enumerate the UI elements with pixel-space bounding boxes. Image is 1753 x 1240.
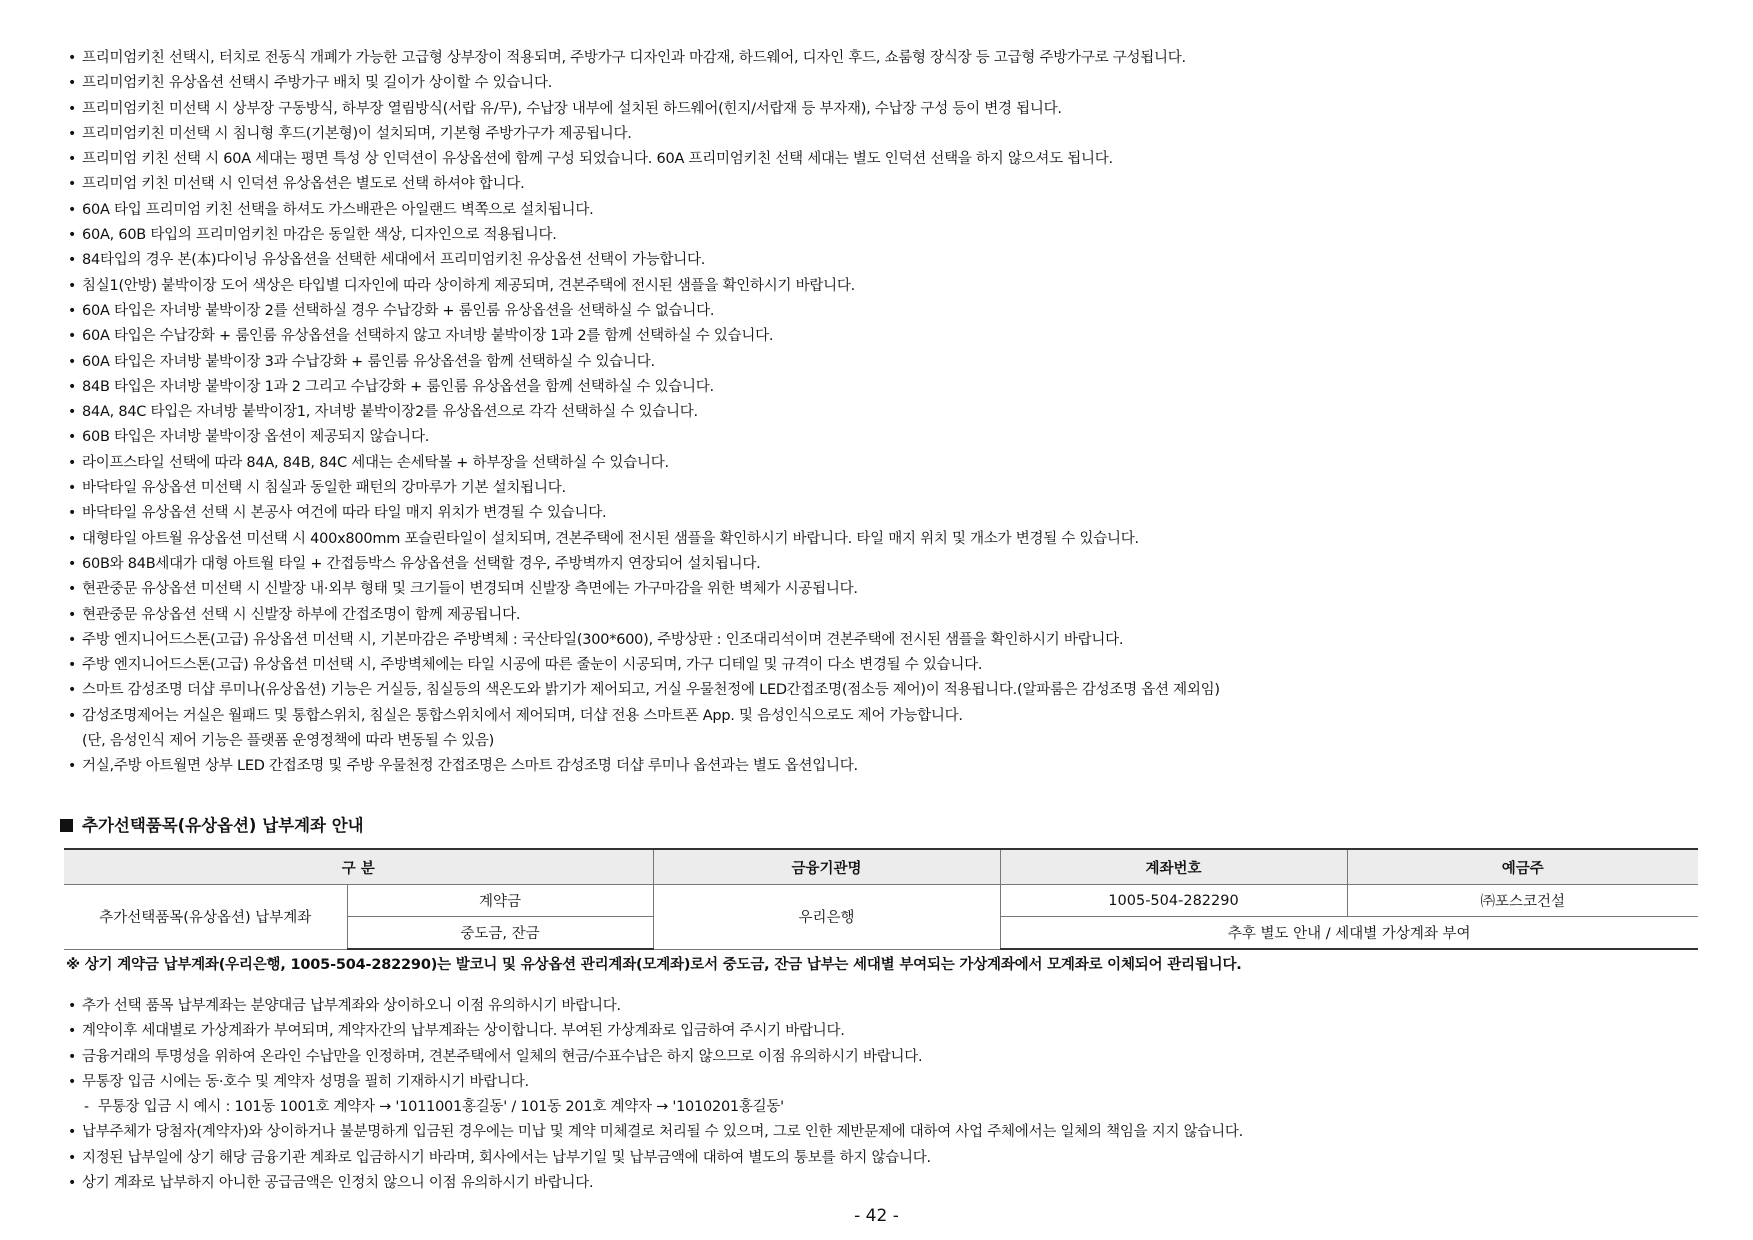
- list-item: • 프리미엄키친 선택시, 터치로 전동식 개폐가 가능한 고급형 상부장이 적용되며, 주방가구 디자인과 마감재, 하드웨어, 디자인 후드, 쇼룸형 장식장 등 고급형 주방가구로 구성됩니다.: [66, 46, 1706, 71]
- list-item: • 바닥타일 유상옵션 선택 시 본공사 여건에 따라 타일 매지 위치가 변경될 수 있습니다.: [66, 501, 1706, 526]
- list-item: • 침실1(안방) 붙박이장 도어 색상은 타입별 디자인에 따라 상이하게 제공되며, 견본주택에 전시된 샘플을 확인하시기 바랍니다.: [66, 274, 1706, 299]
- list-item: • 프리미엄 키친 미선택 시 인덕션 유상옵션은 별도로 선택 하셔야 합니다.: [66, 172, 1706, 197]
- cell-account-note: 추후 별도 안내 / 세대별 가상계좌 부여: [1000, 917, 1698, 950]
- cell-account-number: 1005-504-282290: [1000, 885, 1347, 917]
- page-number: - 42 -: [854, 1206, 899, 1226]
- section-title-text: 추가선택품목(유상옵션) 납부계좌 안내: [82, 816, 364, 835]
- list-item: • 라이프스타일 선택에 따라 84A, 84B, 84C 세대는 손세탁볼 + 하부장을 선택하실 수 있습니다.: [66, 451, 1706, 476]
- list-item: • 주방 엔지니어드스톤(고급) 유상옵션 미선택 시, 주방벽체에는 타일 시공에 따른 줄눈이 시공되며, 가구 디테일 및 규격이 다소 변경될 수 있습니다.: [66, 653, 1706, 678]
- list-item-continuation: (단, 음성인식 제어 기능은 플랫폼 운영정책에 따라 변동될 수 있음): [82, 733, 495, 750]
- list-item: • 60A 타입은 수납강화 + 룸인룸 유상옵션을 선택하지 않고 자녀방 붙박이장 1과 2를 함께 선택하실 수 있습니다.: [66, 324, 1706, 349]
- cell-account-holder: ㈜포스코건설: [1347, 885, 1698, 917]
- header-bank: 금융기관명: [653, 849, 1000, 885]
- list-item: • 주방 엔지니어드스톤(고급) 유상옵션 미선택 시, 기본마감은 주방벽체 : 국산타일(300*600), 주방상판 : 인조대리석이며 견본주택에 전시된 샘플을 확인하시기 바랍니다.: [66, 628, 1706, 653]
- table-footnote: ※ 상기 계약금 납부계좌(우리은행, 1005-504-282290)는 발코니 및 유상옵션 관리계좌(모계좌)로서 중도금, 잔금 납부는 세대별 부여되는 가상계좌에서 모계좌로 이체되어 관리됩니다.: [66, 957, 1242, 973]
- list-item: • 금융거래의 투명성을 위하여 온라인 수납만을 인정하며, 견본주택에서 일체의 현금/수표수납은 하지 않으므로 이점 유의하시기 바랍니다.: [66, 1045, 1706, 1070]
- list-item: • 무통장 입금 시에는 동·호수 및 계약자 성명을 필히 기재하시기 바랍니다.: [66, 1070, 1706, 1095]
- list-item: • 현관중문 유상옵션 선택 시 신발장 하부에 간접조명이 함께 제공됩니다.: [66, 603, 1706, 628]
- list-item: • 84타입의 경우 본(本)다이닝 유상옵션을 선택한 세대에서 프리미엄키친 유상옵션 선택이 가능합니다.: [66, 248, 1706, 273]
- header-category: 구 분: [64, 849, 653, 885]
- list-item: • 프리미엄 키친 선택 시 60A 세대는 평면 특성 상 인덕션이 유상옵션에 함께 구성 되었습니다. 60A 프리미엄키친 선택 세대는 별도 인덕션 선택을 하지 않으셔도 됩니다.: [66, 147, 1706, 172]
- cell-bank: 우리은행: [653, 885, 1000, 950]
- list-item: • 지정된 납부일에 상기 해당 금융기관 계좌로 입금하시기 바라며, 회사에서는 납부기일 및 납부금액에 대하여 별도의 통보를 하지 않습니다.: [66, 1146, 1706, 1171]
- list-item-example: - 무통장 입금 시 예시 : 101동 1001호 계약자 → '1011001홍길동' / 101동 201호 계약자 → '1010201홍길동': [66, 1095, 1706, 1120]
- list-item: • 프리미엄키친 미선택 시 침니형 후드(기본형)이 설치되며, 기본형 주방가구가 제공됩니다.: [66, 122, 1706, 147]
- header-account-holder: 예금주: [1347, 849, 1698, 885]
- payment-notes-list: [66, 994, 1706, 1196]
- list-item: • 납부주체가 당첨자(계약자)와 상이하거나 불분명하게 입금된 경우에는 미납 및 계약 미체결로 처리될 수 있으며, 그로 인한 제반문제에 대하여 사업 주체에서는 일체의 책임을 지지 않습니다.: [66, 1120, 1706, 1145]
- list-item: • 84B 타입은 자녀방 붙박이장 1과 2 그리고 수납강화 + 룸인룸 유상옵션을 함께 선택하실 수 있습니다.: [66, 375, 1706, 400]
- table-header-row: [64, 849, 1698, 885]
- cell-item: 중도금, 잔금: [347, 917, 653, 950]
- list-item: • 60A 타입은 자녀방 붙박이장 3과 수납강화 + 룸인룸 유상옵션을 함께 선택하실 수 있습니다.: [66, 350, 1706, 375]
- list-item: • 프리미엄키친 미선택 시 상부장 구동방식, 하부장 열림방식(서랍 유/무), 수납장 내부에 설치된 하드웨어(힌지/서랍재 등 부자재), 수납장 구성 등이 변경 됩니다.: [66, 97, 1706, 122]
- square-bullet-icon: [60, 819, 73, 832]
- list-item: • 상기 계좌로 납부하지 아니한 공급금액은 인정치 않으니 이점 유의하시기 바랍니다.: [66, 1171, 1706, 1196]
- list-item: • 바닥타일 유상옵션 미선택 시 침실과 동일한 패턴의 강마루가 기본 설치됩니다.: [66, 476, 1706, 501]
- list-item: • 스마트 감성조명 더샵 루미나(유상옵션) 기능은 거실등, 침실등의 색온도와 밝기가 제어되고, 거실 우물천정에 LED간접조명(점소등 제어)이 적용됩니다.(알파룸은 감성조명 옵션 제외임): [66, 678, 1706, 703]
- list-item: • 거실,주방 아트월면 상부 LED 간접조명 및 주방 우물천정 간접조명은 스마트 감성조명 더샵 루미나 옵션과는 별도 옵션입니다.: [66, 754, 1706, 779]
- section-heading: [60, 812, 364, 836]
- list-item: • 추가 선택 품목 납부계좌는 분양대금 납부계좌와 상이하오니 이점 유의하시기 바랍니다.: [66, 994, 1706, 1019]
- list-item: • 84A, 84C 타입은 자녀방 붙박이장1, 자녀방 붙박이장2를 유상옵션으로 각각 선택하실 수 있습니다.: [66, 400, 1706, 425]
- list-item: • 계약이후 세대별로 가상계좌가 부여되며, 계약자간의 납부계좌는 상이합니다. 부여된 가상계좌로 입금하여 주시기 바랍니다.: [66, 1019, 1706, 1044]
- list-item: • 60A, 60B 타입의 프리미엄키친 마감은 동일한 색상, 디자인으로 적용됩니다.: [66, 223, 1706, 248]
- list-item: • 현관중문 유상옵션 미선택 시 신발장 내·외부 형태 및 크기들이 변경되며 신발장 측면에는 가구마감을 위한 벽체가 시공됩니다.: [66, 577, 1706, 602]
- payment-account-table: [64, 848, 1698, 950]
- table-row: [64, 885, 1698, 917]
- list-item: • 60A 타입은 자녀방 붙박이장 2를 선택하실 경우 수납강화 + 룸인룸 유상옵션을 선택하실 수 없습니다.: [66, 299, 1706, 324]
- option-notes-list: [66, 46, 1706, 780]
- list-item: • 대형타일 아트월 유상옵션 미선택 시 400x800mm 포슬린타일이 설치되며, 견본주택에 전시된 샘플을 확인하시기 바랍니다. 타일 매지 위치 및 개소가 변경될 수 있습니다.: [66, 527, 1706, 552]
- list-item: • 60B 타입은 자녀방 붙박이장 옵션이 제공되지 않습니다.: [66, 425, 1706, 450]
- list-item: • 60B와 84B세대가 대형 아트월 타일 + 간접등박스 유상옵션을 선택할 경우, 주방벽까지 연장되어 설치됩니다.: [66, 552, 1706, 577]
- header-account-number: 계좌번호: [1000, 849, 1347, 885]
- cell-category: 추가선택품목(유상옵션) 납부계좌: [64, 885, 347, 950]
- list-item: • 감성조명제어는 거실은 월패드 및 통합스위치, 침실은 통합스위치에서 제어되며, 더샵 전용 스마트폰 App. 및 음성인식으로도 제어 가능합니다.: [66, 704, 1706, 729]
- list-item: • 60A 타입 프리미엄 키친 선택을 하셔도 가스배관은 아일랜드 벽쪽으로 설치됩니다.: [66, 198, 1706, 223]
- cell-item: 계약금: [347, 885, 653, 917]
- list-item: • 프리미엄키친 유상옵션 선택시 주방가구 배치 및 길이가 상이할 수 있습니다.: [66, 71, 1706, 96]
